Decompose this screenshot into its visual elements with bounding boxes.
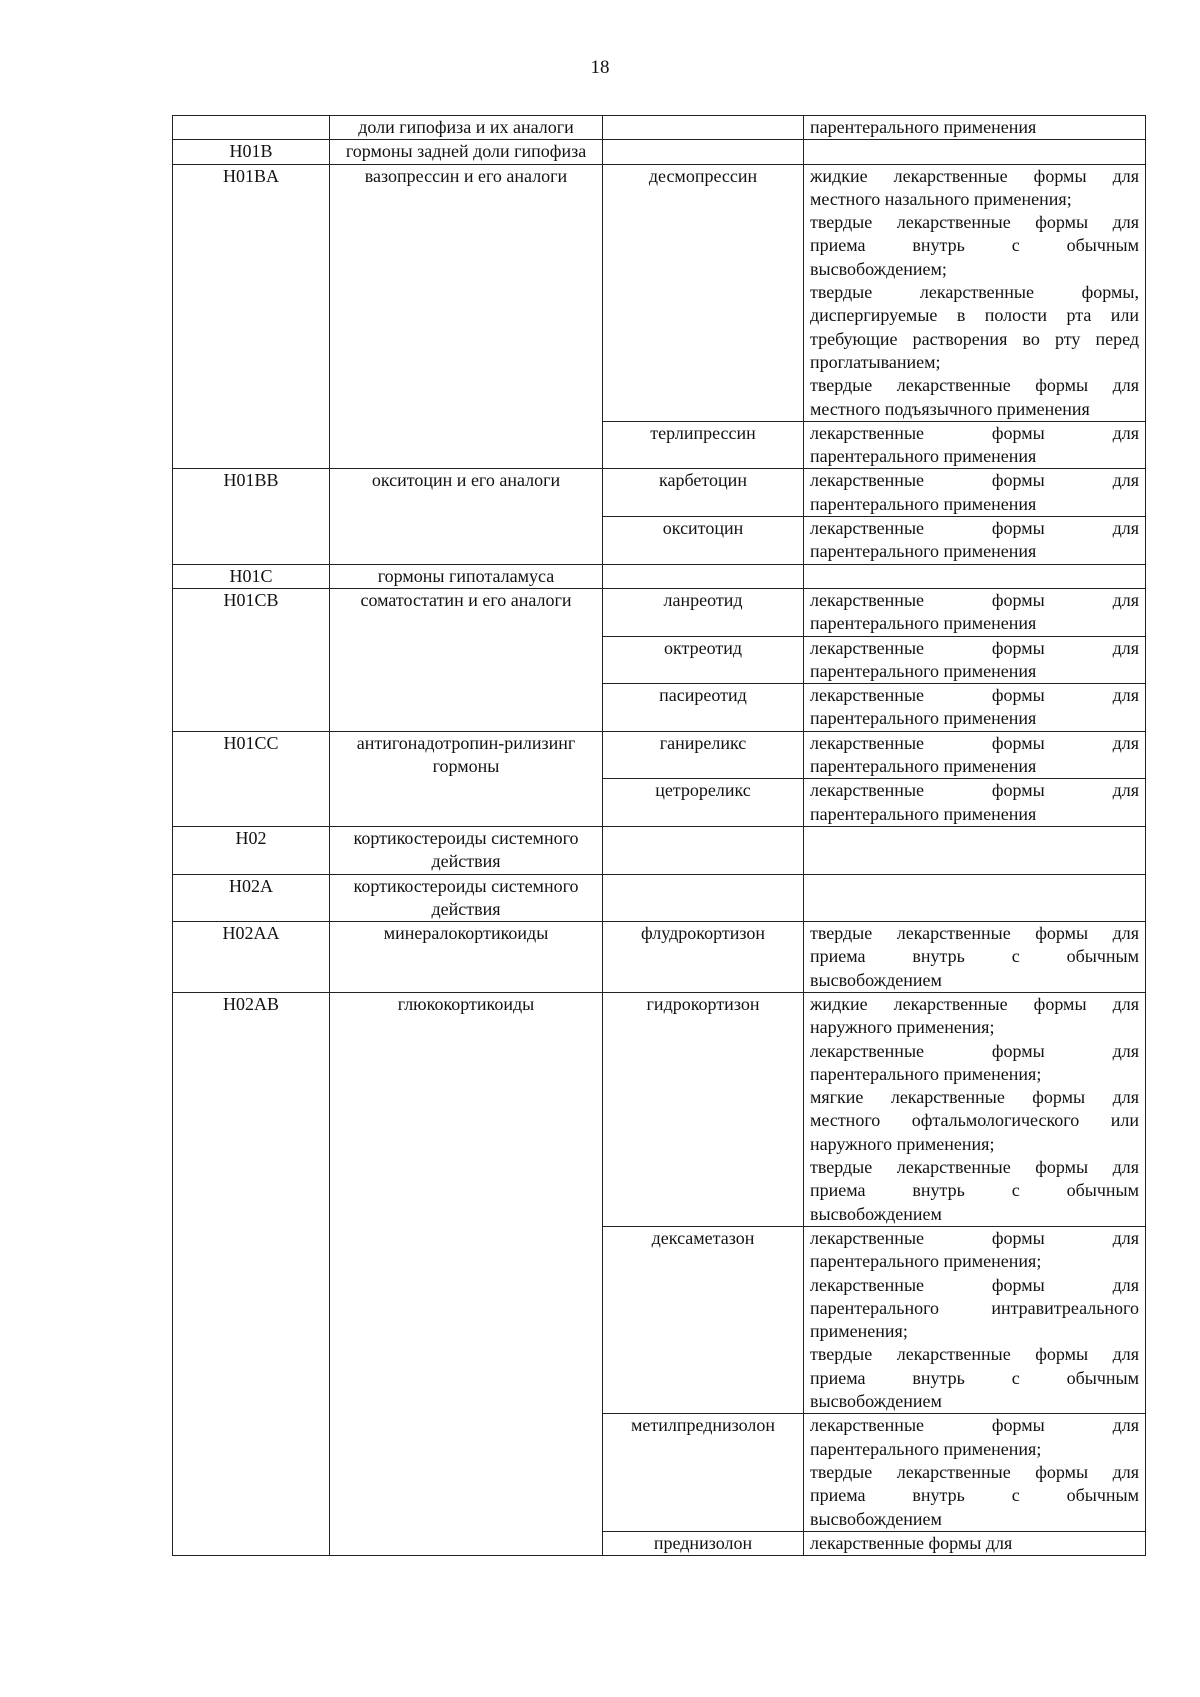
- drug-name: [603, 564, 804, 588]
- atc-code: H01B: [173, 140, 330, 164]
- page-number: 18: [590, 57, 610, 78]
- drug-name: ганиреликс: [603, 731, 804, 779]
- dosage-form: твердые лекарственные формы, диспергируемые в полости рта или требующие растворения во рту перед проглатыванием;: [810, 282, 1139, 372]
- atc-code: H02A: [173, 874, 330, 922]
- atc-code: H02: [173, 826, 330, 874]
- dosage-form: твердые лекарственные формы для приема внутрь с обычным высвобождением: [810, 1461, 1139, 1529]
- drug-name: [603, 140, 804, 164]
- dosage-form: лекарственные формы для парентерального применения: [810, 685, 1139, 729]
- table-row: [173, 731, 1146, 779]
- atc-code: H02AA: [173, 922, 330, 993]
- atc-code: H02AB: [173, 992, 330, 1555]
- group-name: соматостатин и его аналоги: [330, 588, 603, 731]
- drug-name: терлипрессин: [603, 421, 804, 469]
- dosage-form: лекарственные формы для парентерального применения: [810, 470, 1139, 514]
- drug-name: окситоцин: [603, 517, 804, 565]
- dosage-forms: [804, 164, 1146, 421]
- group-name: глюкокортикоиды: [330, 992, 603, 1555]
- table-row: [173, 140, 1146, 164]
- table-row: [173, 164, 1146, 421]
- dosage-form: лекарственные формы для парентерального применения;: [810, 1227, 1139, 1272]
- group-name: минералокортикоиды: [330, 922, 603, 993]
- drug-name: ланреотид: [603, 588, 804, 636]
- group-name: гормоны задней доли гипофиза: [330, 140, 603, 164]
- dosage-forms: [804, 140, 1146, 164]
- dosage-form: лекарственные формы для парентерального применения;: [810, 1040, 1139, 1084]
- dosage-form: лекарственные формы для парентерального применения: [810, 732, 1139, 777]
- dosage-forms: [804, 1531, 1146, 1555]
- dosage-forms: [804, 564, 1146, 588]
- dosage-form: парентерального применения: [810, 117, 1037, 137]
- table-row: [173, 469, 1146, 517]
- drug-name: флудрокортизон: [603, 922, 804, 993]
- drug-name: метилпреднизолон: [603, 1414, 804, 1531]
- dosage-forms: [804, 517, 1146, 565]
- group-name: гормоны гипоталамуса: [330, 564, 603, 588]
- dosage-forms: [804, 588, 1146, 636]
- drug-name: [603, 826, 804, 874]
- dosage-form: твердые лекарственные формы для приема внутрь с обычным высвобождением: [810, 1157, 1139, 1224]
- group-name: кортикостероиды системного действия: [330, 826, 603, 874]
- drug-name: гидрокортизон: [603, 992, 804, 1226]
- dosage-form: жидкие лекарственные формы для местного назального применения;: [810, 165, 1139, 209]
- dosage-form: мягкие лекарственные формы для местного офтальмологического или наружного применения;: [810, 1087, 1139, 1154]
- atc-code: H01CB: [173, 588, 330, 731]
- table-row: [173, 588, 1146, 636]
- table-row: [173, 922, 1146, 993]
- group-name: доли гипофиза и их аналоги: [330, 116, 603, 140]
- drug-name: пасиреотид: [603, 684, 804, 732]
- dosage-forms: [804, 421, 1146, 469]
- dosage-form: лекарственные формы для парентерального применения: [810, 637, 1139, 681]
- dosage-form: лекарственные формы для парентерального применения: [810, 518, 1139, 562]
- table-row: [173, 826, 1146, 874]
- drug-table: [172, 115, 1146, 1556]
- dosage-forms: [804, 1226, 1146, 1413]
- atc-code: H01BB: [173, 469, 330, 564]
- dosage-forms: [804, 1414, 1146, 1531]
- dosage-form: лекарственные формы для: [810, 1532, 1013, 1553]
- dosage-forms: [804, 469, 1146, 517]
- dosage-form: лекарственные формы для парентерального применения: [810, 780, 1139, 824]
- table-row: [173, 992, 1146, 1226]
- atc-code: H01CC: [173, 731, 330, 826]
- drug-name: цетрореликс: [603, 779, 804, 827]
- dosage-forms: [804, 874, 1146, 922]
- dosage-forms: [804, 779, 1146, 827]
- drug-name: октреотид: [603, 636, 804, 684]
- group-name: антигонадотропин-рилизинг гормоны: [330, 731, 603, 826]
- dosage-form: твердые лекарственные формы для местного подъязычного применения: [810, 375, 1139, 419]
- dosage-forms: [804, 116, 1146, 140]
- drug-name: преднизолон: [603, 1531, 804, 1555]
- dosage-forms: [804, 922, 1146, 993]
- table-row: [173, 564, 1146, 588]
- dosage-forms: [804, 684, 1146, 732]
- atc-code: H01C: [173, 564, 330, 588]
- group-name: кортикостероиды системного действия: [330, 874, 603, 922]
- dosage-form: твердые лекарственные формы для приема внутрь с обычным высвобождением;: [810, 212, 1139, 279]
- dosage-form: лекарственные формы для парентерального применения: [810, 422, 1139, 467]
- drug-name: [603, 116, 804, 140]
- dosage-forms: [804, 826, 1146, 874]
- drug-name: дексаметазон: [603, 1226, 804, 1413]
- table-row: [173, 874, 1146, 922]
- atc-code: H01BA: [173, 164, 330, 469]
- dosage-form: лекарственные формы для парентерального применения;: [810, 1415, 1139, 1459]
- dosage-form: лекарственные формы для парентерального применения: [810, 589, 1139, 634]
- dosage-form: твердые лекарственные формы для приема внутрь с обычным высвобождением: [810, 1344, 1139, 1412]
- drug-name: карбетоцин: [603, 469, 804, 517]
- dosage-form: жидкие лекарственные формы для наружного применения;: [810, 993, 1139, 1038]
- dosage-forms: [804, 992, 1146, 1226]
- group-name: окситоцин и его аналоги: [330, 469, 603, 564]
- dosage-forms: [804, 731, 1146, 779]
- group-name: вазопрессин и его аналоги: [330, 164, 603, 469]
- drug-name: десмопрессин: [603, 164, 804, 421]
- dosage-form: твердые лекарственные формы для приема внутрь с обычным высвобождением: [810, 923, 1139, 990]
- dosage-forms: [804, 636, 1146, 684]
- dosage-form: лекарственные формы для парентерального интравитреального применения;: [810, 1274, 1139, 1342]
- drug-name: [603, 874, 804, 922]
- atc-code: [173, 116, 330, 140]
- table-row: [173, 116, 1146, 140]
